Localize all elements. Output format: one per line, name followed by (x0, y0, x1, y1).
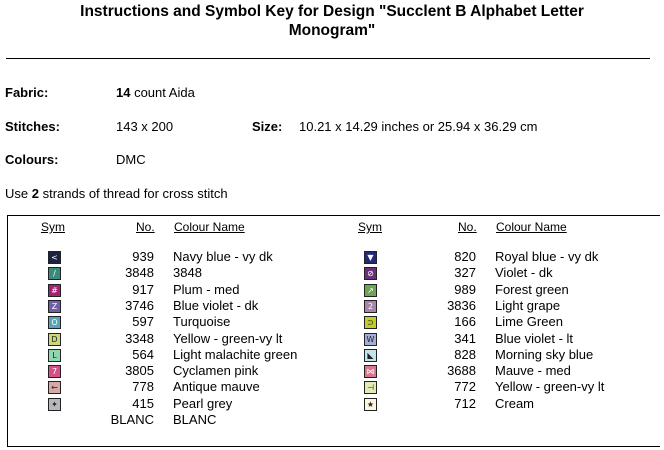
title-divider (6, 58, 650, 59)
strands-instruction (5, 186, 228, 201)
color-swatch-icon: 2 (364, 300, 377, 313)
color-swatch-icon: 7 (48, 365, 61, 378)
dmc-number: 820 (454, 249, 476, 264)
colour-name: Royal blue - vy dk (495, 249, 599, 264)
colour-name: Antique mauve (173, 379, 260, 395)
right-name-header: Colour Name (496, 220, 567, 234)
colour-name: Navy blue - vy dk (173, 249, 273, 264)
color-swatch-icon: ✦ (48, 398, 61, 411)
title-line-2: Monogram" (288, 22, 376, 39)
dmc-number: 327 (454, 265, 476, 281)
fabric-count: 14 (116, 85, 131, 100)
left-sym-header: Sym (41, 220, 65, 234)
color-swatch-icon: D (48, 333, 61, 346)
strands-count: 2 (31, 186, 39, 201)
colour-name: Blue violet - lt (495, 330, 574, 346)
key-row (8, 249, 648, 265)
dmc-number: 917 (132, 281, 154, 297)
fabric-value (116, 85, 195, 100)
dmc-number: 712 (454, 395, 476, 411)
color-swatch-icon: W (364, 333, 377, 346)
size-value: 10.21 x 14.29 inches or 25.94 x 36.29 cm (299, 119, 538, 134)
color-swatch-icon: ↗ (364, 284, 377, 297)
colour-name: Violet - dk (495, 265, 553, 281)
right-no-header: No. (458, 220, 477, 234)
colour-name: Yellow - green-vy lt (173, 330, 283, 346)
dmc-number: 3348 (125, 330, 154, 346)
colours-value: DMC (116, 152, 146, 167)
colour-name: Cream (495, 395, 535, 411)
dmc-number: 415 (132, 395, 154, 411)
dmc-number: 772 (454, 379, 476, 395)
key-row (8, 265, 648, 281)
key-row (8, 396, 648, 412)
colour-name: BLANC (173, 412, 217, 427)
page-title (0, 2, 664, 40)
colour-name: Yellow - green-vy lt (495, 379, 605, 395)
color-swatch-icon: ⊃ (364, 316, 377, 329)
colour-name: Blue violet - dk (173, 297, 259, 313)
dmc-number: 828 (454, 346, 476, 362)
color-swatch-icon: L (48, 349, 61, 362)
dmc-number: 989 (454, 281, 476, 297)
key-row (8, 347, 648, 363)
dmc-number: 341 (454, 330, 476, 346)
colour-name: Turquoise (173, 314, 231, 330)
dmc-number: BLANC (110, 412, 154, 427)
colour-name: Light grape (495, 297, 561, 313)
key-row (8, 331, 648, 347)
dmc-number: 778 (132, 379, 154, 395)
dmc-number: 564 (132, 346, 154, 362)
colour-name: Cyclamen pink (173, 363, 259, 379)
color-swatch-icon: ▼ (364, 251, 377, 264)
color-swatch-icon: ⊘ (364, 267, 377, 280)
colour-name: 3848 (173, 265, 202, 281)
colours-label: Colours: (5, 152, 59, 167)
color-swatch-icon: # (48, 284, 61, 297)
colour-name: Morning sky blue (495, 346, 594, 362)
color-swatch-icon: ★ (364, 398, 377, 411)
dmc-number: 166 (454, 314, 476, 330)
stitches-value: 143 x 200 (116, 119, 174, 134)
color-swatch-icon: ⊣ (364, 381, 377, 394)
key-row (8, 282, 648, 298)
colour-name: Lime Green (495, 314, 563, 330)
fabric-type: count Aida (130, 85, 195, 100)
key-row (8, 298, 648, 314)
colour-name: Plum - med (173, 281, 240, 297)
dmc-number: 939 (132, 249, 154, 264)
dmc-number: 3848 (125, 265, 154, 281)
left-no-header: No. (136, 220, 155, 234)
color-swatch-icon: < (48, 251, 61, 264)
key-row (8, 412, 648, 428)
stitches-label: Stitches: (5, 119, 60, 134)
strands-post: strands of thread for cross stitch (38, 186, 228, 201)
color-swatch-icon: Z (48, 300, 61, 313)
left-name-header: Colour Name (174, 220, 245, 234)
color-swatch-icon: ← (48, 381, 61, 394)
dmc-number: 3746 (125, 297, 154, 313)
fabric-label: Fabric: (5, 85, 49, 100)
symbol-key-table (7, 215, 660, 447)
right-sym-header: Sym (358, 220, 382, 234)
size-label: Size: (252, 119, 283, 134)
title-line-1: Instructions and Symbol Key for Design "Succlent B Alphabet Letter (80, 3, 584, 20)
dmc-number: 3805 (125, 363, 154, 379)
colour-name: Mauve - med (495, 363, 571, 379)
color-swatch-icon: ◣ (364, 349, 377, 362)
dmc-number: 597 (132, 314, 154, 330)
key-row (8, 379, 648, 395)
colour-name: Forest green (495, 281, 569, 297)
dmc-number: 3836 (447, 297, 476, 313)
key-row (8, 314, 648, 330)
color-swatch-icon: ⋈ (364, 365, 377, 378)
color-swatch-icon: O (48, 316, 61, 329)
key-row (8, 363, 648, 379)
colour-name: Light malachite green (173, 346, 298, 362)
color-swatch-icon: / (48, 267, 61, 280)
strands-pre: Use (5, 186, 32, 201)
colour-name: Pearl grey (173, 395, 233, 411)
dmc-number: 3688 (447, 363, 476, 379)
